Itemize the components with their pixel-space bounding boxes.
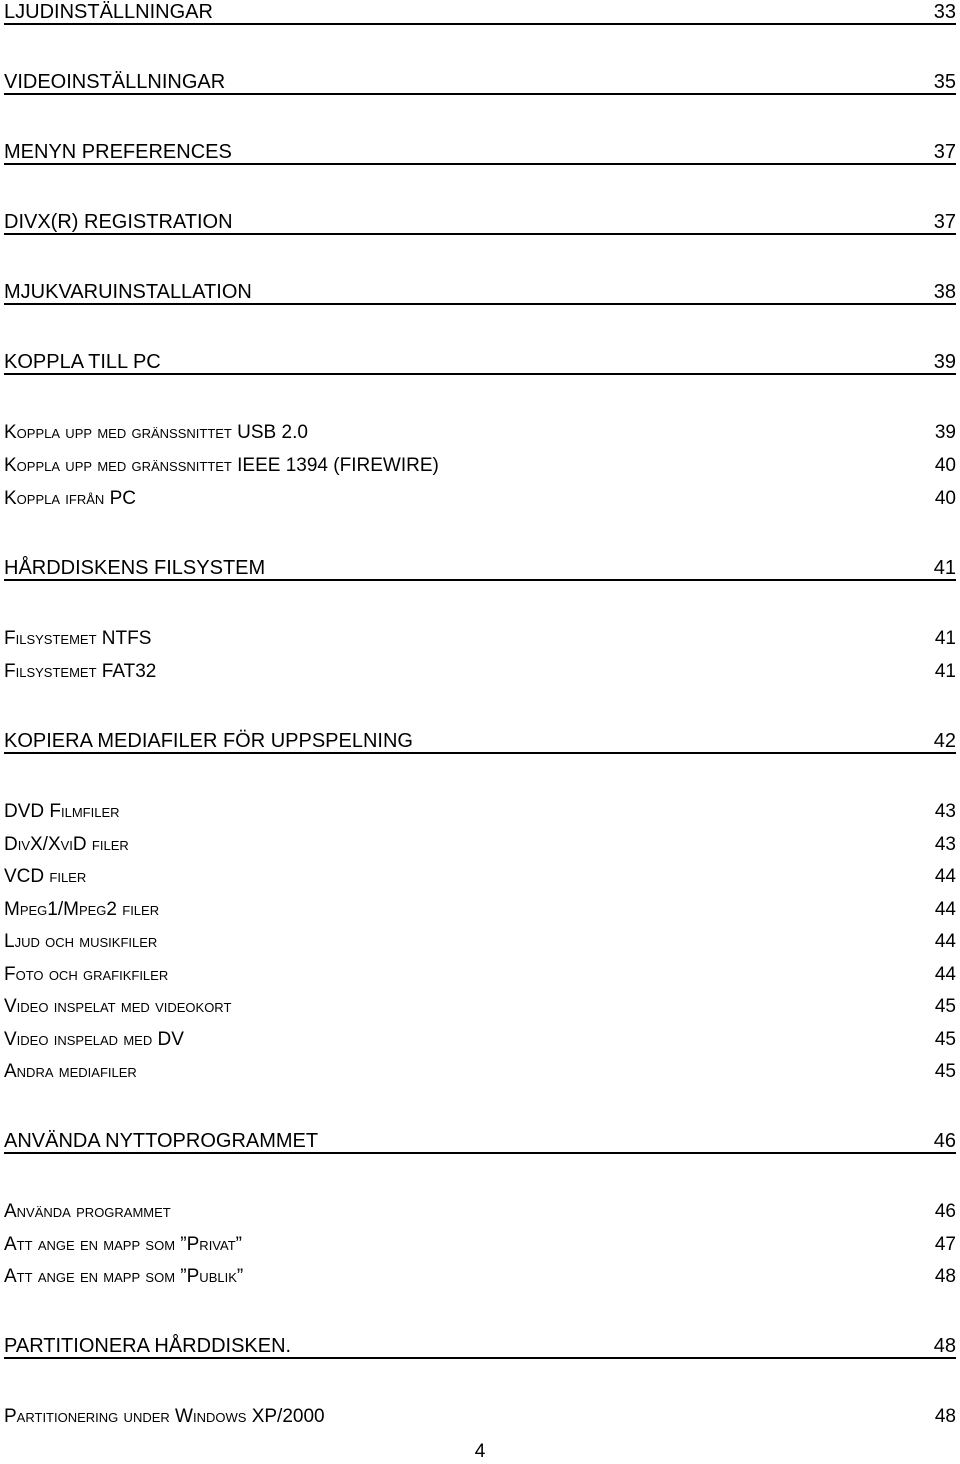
- toc-subentry[interactable]: [4, 489, 956, 508]
- toc-underline: [4, 373, 956, 375]
- toc-subentry[interactable]: [4, 1030, 956, 1049]
- toc-heading-entry[interactable]: [4, 1131, 956, 1151]
- toc-entry-page: 38: [933, 281, 956, 303]
- toc-entry-title: KOPIERA MEDIAFILER FÖR UPPSPELNING: [4, 730, 413, 752]
- toc-entry-page: 45: [934, 996, 956, 1017]
- toc-entry-page: 40: [934, 488, 956, 509]
- toc-entry-page: 44: [934, 866, 956, 887]
- toc-entry-page: 37: [933, 211, 956, 233]
- toc-entry-page: 48: [933, 1335, 956, 1357]
- toc-subentry[interactable]: [4, 662, 956, 681]
- toc-heading-entry[interactable]: [4, 212, 956, 232]
- toc-entry-title: Foto och grafikfiler: [4, 964, 169, 985]
- toc-underline: [4, 163, 956, 165]
- toc-entry-title: Andra mediafiler: [4, 1061, 137, 1082]
- toc-entry-page: 42: [933, 730, 956, 752]
- toc-underline: [4, 752, 956, 754]
- toc-underline: [4, 303, 956, 305]
- toc-entry-title: Filsystemet NTFS: [4, 628, 152, 649]
- toc-entry-title: MENYN PREFERENCES: [4, 141, 232, 163]
- toc-entry-title: Koppla upp med gränssnittet IEEE 1394 (FIREWIRE): [4, 455, 439, 476]
- toc-entry-title: MJUKVARUINSTALLATION: [4, 281, 252, 303]
- toc-underline: [4, 23, 956, 25]
- toc-entry-title: Mpeg1/Mpeg2 filer: [4, 899, 160, 920]
- toc-heading-entry[interactable]: [4, 282, 956, 302]
- toc-subentry[interactable]: [4, 1267, 956, 1286]
- page-number: 4: [474, 1441, 486, 1462]
- toc-entry-title: DIVX(R) REGISTRATION: [4, 211, 233, 233]
- toc-subentry[interactable]: [4, 1062, 956, 1081]
- toc-entry-page: 45: [934, 1029, 956, 1050]
- toc-entry-title: Att ange en mapp som ”Publik”: [4, 1266, 244, 1287]
- toc-entry-title: Video inspelad med DV: [4, 1029, 184, 1050]
- toc-entry-page: 44: [934, 899, 956, 920]
- toc-entry-title: Koppla ifrån PC: [4, 488, 136, 509]
- toc-entry-title: DVD Filmfiler: [4, 801, 120, 822]
- toc-entry-title: Koppla upp med gränssnittet USB 2.0: [4, 422, 308, 443]
- toc-entry-page: 48: [934, 1406, 956, 1427]
- toc-entry-page: 41: [934, 661, 956, 682]
- toc-entry-title: Partitionering under Windows XP/2000: [4, 1406, 325, 1427]
- toc-underline: [4, 93, 956, 95]
- toc-heading-entry[interactable]: [4, 731, 956, 751]
- toc-entry-page: 35: [933, 71, 956, 93]
- toc-heading-entry[interactable]: [4, 142, 956, 162]
- toc-underline: [4, 233, 956, 235]
- toc-entry-page: 40: [934, 455, 956, 476]
- toc-entry-title: VIDEOINSTÄLLNINGAR: [4, 71, 226, 93]
- toc-entry-title: HÅRDDISKENS FILSYSTEM: [4, 557, 266, 579]
- toc-heading-entry[interactable]: [4, 1336, 956, 1356]
- toc-entry-title: PARTITIONERA HÅRDDISKEN.: [4, 1335, 292, 1357]
- toc-subentry[interactable]: [4, 965, 956, 984]
- toc-entry-page: 46: [933, 1130, 956, 1152]
- toc-subentry[interactable]: [4, 456, 956, 475]
- toc-entry-page: 43: [934, 834, 956, 855]
- toc-heading-entry[interactable]: [4, 558, 956, 578]
- toc-entry-page: 46: [934, 1201, 956, 1222]
- toc-entry-page: 39: [933, 351, 956, 373]
- toc-entry-page: 37: [933, 141, 956, 163]
- toc-heading-entry[interactable]: [4, 72, 956, 92]
- toc-underline: [4, 1152, 956, 1154]
- toc-entry-page: 48: [934, 1266, 956, 1287]
- toc-entry-page: 45: [934, 1061, 956, 1082]
- toc-entry-page: 44: [934, 931, 956, 952]
- toc-subentry[interactable]: [4, 900, 956, 919]
- toc-entry-title: DivX/XviD filer: [4, 834, 129, 855]
- toc-subentry[interactable]: [4, 802, 956, 821]
- toc-entry-title: VCD filer: [4, 866, 87, 887]
- toc-heading-entry[interactable]: [4, 352, 956, 372]
- toc-entry-page: 33: [933, 1, 956, 23]
- toc-subentry[interactable]: [4, 1202, 956, 1221]
- toc-entry-page: 44: [934, 964, 956, 985]
- toc-underline: [4, 579, 956, 581]
- toc-subentry[interactable]: [4, 997, 956, 1016]
- toc-entry-title: Video inspelat med videokort: [4, 996, 232, 1017]
- toc-entry-title: LJUDINSTÄLLNINGAR: [4, 1, 213, 23]
- toc-subentry[interactable]: [4, 1235, 956, 1254]
- toc-entry-page: 43: [934, 801, 956, 822]
- toc-subentry[interactable]: [4, 1407, 956, 1426]
- toc-entry-title: KOPPLA TILL PC: [4, 351, 161, 373]
- toc-underline: [4, 1357, 956, 1359]
- toc-entry-title: Att ange en mapp som ”Privat”: [4, 1234, 242, 1255]
- toc-entry-page: 41: [933, 557, 956, 579]
- toc-entry-title: ANVÄNDA NYTTOPROGRAMMET: [4, 1130, 319, 1152]
- toc-entry-page: 47: [934, 1234, 956, 1255]
- toc-entry-title: Använda programmet: [4, 1201, 171, 1222]
- toc-subentry[interactable]: [4, 423, 956, 442]
- toc-entry-title: Filsystemet FAT32: [4, 661, 157, 682]
- toc-entry-page: 41: [934, 628, 956, 649]
- toc-subentry[interactable]: [4, 867, 956, 886]
- toc-entry-title: Ljud och musikfiler: [4, 931, 158, 952]
- toc-subentry[interactable]: [4, 932, 956, 951]
- toc-heading-entry[interactable]: [4, 2, 956, 22]
- toc-entry-page: 39: [934, 422, 956, 443]
- toc-subentry[interactable]: [4, 835, 956, 854]
- toc-subentry[interactable]: [4, 629, 956, 648]
